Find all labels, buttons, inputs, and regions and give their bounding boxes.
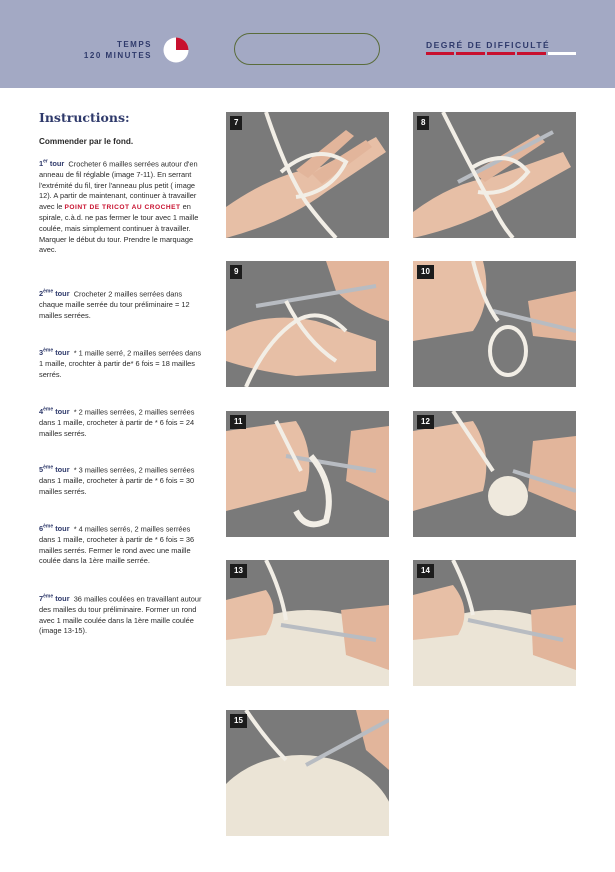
- photo-number: 14: [417, 564, 434, 578]
- round-label: 1er tour: [39, 159, 65, 169]
- photo-number: 7: [230, 116, 242, 130]
- round-label: 3ème tour: [39, 348, 70, 358]
- instructions-column: [39, 110, 209, 636]
- time-value: 120 MINUTES: [83, 51, 152, 60]
- time-info: [84, 39, 152, 61]
- photo-step-10: [413, 261, 576, 387]
- round-label: 4ème tour: [39, 407, 70, 417]
- instructions-intro: Commender par le fond.: [39, 137, 134, 146]
- round-4: [39, 405, 204, 439]
- photo-number: 9: [230, 265, 242, 279]
- round-label: 7ème tour: [39, 594, 70, 604]
- round-text: 36 mailles coulées en travaillant autour des mailles du tour préliminaire. Former un rond avec 1 maille coulée dans la 1ère maille coulée (image 13-15).: [39, 594, 202, 636]
- round-text: * 4 mailles serrés, 2 mailles serrées dans 1 maille, crocheter à partir de * 6 fois = 36 mailles serrés. Fermer le rond avec une maille coulée dans la 1ère maille serrée.: [39, 524, 195, 566]
- photo-number: 12: [417, 415, 434, 429]
- photo-step-8: [413, 112, 576, 238]
- difficulty-segment: [517, 52, 545, 55]
- title-pill: [234, 33, 380, 65]
- photo-number: 10: [417, 265, 434, 279]
- photo-step-7: [226, 112, 389, 238]
- round-label: 2ème tour: [39, 289, 70, 299]
- photo-step-9: [226, 261, 389, 387]
- photo-number: 13: [230, 564, 247, 578]
- photo-number: 8: [417, 116, 429, 130]
- photo-number: 11: [230, 415, 246, 429]
- round-3: [39, 346, 204, 380]
- photo-step-11: [226, 411, 389, 537]
- difficulty-segment: [548, 52, 576, 55]
- difficulty-segment: [426, 52, 454, 55]
- round-text: * 3 mailles serrées, 2 mailles serrées dans 1 maille, crocheter à partir de * 6 fois = 30 mailles serrés.: [39, 465, 195, 496]
- stitch-highlight: POINT DE TRICOT AU CROCHET: [64, 203, 181, 211]
- round-6: [39, 522, 204, 567]
- round-label: 5ème tour: [39, 465, 70, 475]
- photo-step-15: [226, 710, 389, 836]
- photo-step-13: [226, 560, 389, 686]
- round-text: * 2 mailles serrées, 2 mailles serrées dans 1 maille, crocheter à partir de * 6 fois = 24 mailles serrés.: [39, 407, 195, 438]
- round-7: [39, 592, 204, 637]
- photo-step-12: [413, 411, 576, 537]
- difficulty-segment: [456, 52, 484, 55]
- round-1: [39, 157, 204, 256]
- timer-icon: [163, 37, 189, 63]
- round-text-cont: en spirale, c.à.d. ne pas fermer le tour avec 1 maille coulée, mais simplement continuer à travailler. Marquer le début du tour. Prendre le marquage avec.: [39, 201, 199, 255]
- photo-number: 15: [230, 714, 247, 728]
- round-5: [39, 463, 204, 497]
- round-text: Crocheter 6 mailles serrées autour d'en anneau de fil réglable (image 7-11). En serrant l'extrémité du fil, tirer l'anneau plus petit ( image 12). A partir de maintenant, continuer à travailler avec le: [39, 159, 198, 211]
- time-label: TEMPS: [116, 40, 152, 49]
- difficulty-label: DEGRÉ DE DIFFICULTÉ: [426, 40, 551, 50]
- difficulty-bar: [426, 52, 576, 55]
- header-band: [0, 0, 615, 88]
- round-text: Crocheter 2 mailles serrées dans chaque maille serrée du tour préliminaire = 12 mailles serrées.: [39, 289, 190, 320]
- difficulty-segment: [487, 52, 515, 55]
- photo-step-14: [413, 560, 576, 686]
- instructions-title: Instructions:: [39, 110, 130, 125]
- round-label: 6ème tour: [39, 524, 70, 534]
- round-text: * 1 maille serré, 2 mailles serrées dans 1 maille, crochter à partir de* 6 fois = 18 mailles serrés.: [39, 348, 202, 379]
- round-2: [39, 287, 204, 321]
